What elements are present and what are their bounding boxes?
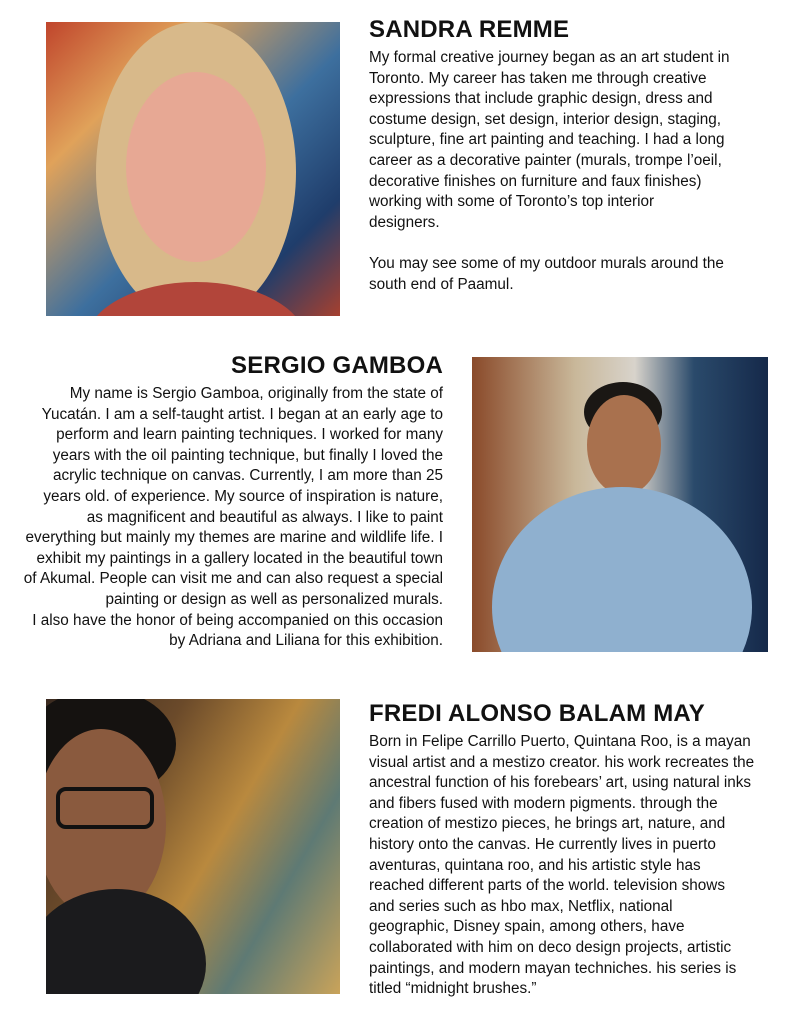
bio-line: Toronto. My career has taken me through creative [369, 69, 707, 87]
bio-line: as magnificent and beautiful as always. I like to paint [86, 508, 443, 526]
artist-bio-sergio [24, 352, 443, 652]
bio-paragraph-2 [369, 254, 730, 295]
bio-line: geographic, Disney spain, among others, have [369, 918, 685, 936]
bio-line: Yucatán. I am a self-taught artist. I began at an early age to [41, 405, 443, 423]
glasses-shape [56, 787, 154, 829]
bio-line: years with the oil painting technique, but finally I loved the [52, 446, 443, 464]
bio-line: decorative finishes on furniture and faux finishes) [369, 172, 702, 190]
bio-line: and fibers fused with modern pigments. through the [369, 794, 718, 812]
bio-line: collaborated with him on deco design projects, artistic [369, 938, 732, 956]
bio-line: years old. of experience. My source of inspiration is nature, [43, 487, 443, 505]
fredi-balam-photo [46, 699, 340, 994]
bio-line: south end of Paamul. [369, 275, 514, 293]
bio-line: everything but mainly my themes are marine and wildlife life. I [25, 529, 443, 547]
bio-line: history onto the canvas. He currently lives in puerto [369, 835, 716, 853]
bio-paragraph-1 [24, 384, 443, 652]
bio-line: and series such as hbo max, Netflix, national [369, 897, 673, 915]
sandra-remme-photo [46, 22, 340, 316]
bio-line: painting or design as well as personalized murals. [105, 590, 443, 608]
bio-line: acrylic technique on canvas. Currently, I am more than 25 [53, 467, 443, 485]
bio-line: designers. [369, 213, 440, 231]
bio-line: My name is Sergio Gamboa, originally from the state of [69, 385, 443, 402]
bio-line: by Adriana and Liliana for this exhibition. [169, 632, 443, 650]
bio-line: reached different parts of the world. television shows [369, 877, 725, 895]
bio-line: ancestral function of his forebears’ art, using natural inks [369, 774, 752, 792]
bio-line: My formal creative journey began as an art student in [369, 49, 730, 66]
bio-line: exhibit my paintings in a gallery located in the beautiful town [36, 549, 443, 567]
bio-line: I also have the honor of being accompanied on this occasion [32, 611, 443, 629]
artist-name: FREDI ALONSO BALAM MAY [369, 700, 705, 727]
face-shape [126, 72, 266, 262]
bio-line: Born in Felipe Carrillo Puerto, Quintana Roo, is a mayan [369, 733, 751, 750]
bio-line: aventuras, quintana roo, and his artistic style has [369, 856, 701, 874]
bio-line: titled “midnight brushes.” [369, 980, 537, 998]
bio-line: of Akumal. People can visit me and can also request a special [23, 570, 443, 588]
artist-bio-sandra [369, 16, 730, 295]
sergio-gamboa-photo [472, 357, 768, 652]
bio-line: costume design, set design, interior design, staging, [369, 110, 722, 128]
bio-paragraph-1 [369, 48, 730, 233]
bio-line: working with some of Toronto’s top interior [369, 193, 655, 211]
bio-line: creation of mestizo pieces, he brings art, nature, and [369, 815, 726, 833]
bio-paragraph-1 [369, 732, 754, 1000]
bio-line: expressions that include graphic design, dress and [369, 90, 713, 108]
bio-line: perform and learn painting techniques. I worked for many [56, 426, 443, 444]
bio-line: paintings, and modern mayan techniches. his series is [369, 959, 737, 977]
shirt-shape [86, 282, 306, 316]
scarf-shape [46, 889, 206, 994]
bio-line: visual artist and a mestizo creator. his work recreates the [369, 753, 755, 771]
bio-line: sculpture, fine art painting and teaching. I had a long [369, 131, 725, 149]
shirt-shape [492, 487, 752, 652]
artist-bio-fredi [369, 700, 754, 1000]
face-shape [587, 395, 661, 495]
bio-line: career as a decorative painter (murals, trompe l’oeil, [369, 151, 722, 169]
bio-line: You may see some of my outdoor murals around the [369, 254, 724, 272]
artist-name: SERGIO GAMBOA [231, 352, 443, 379]
artist-name: SANDRA REMME [369, 16, 570, 43]
